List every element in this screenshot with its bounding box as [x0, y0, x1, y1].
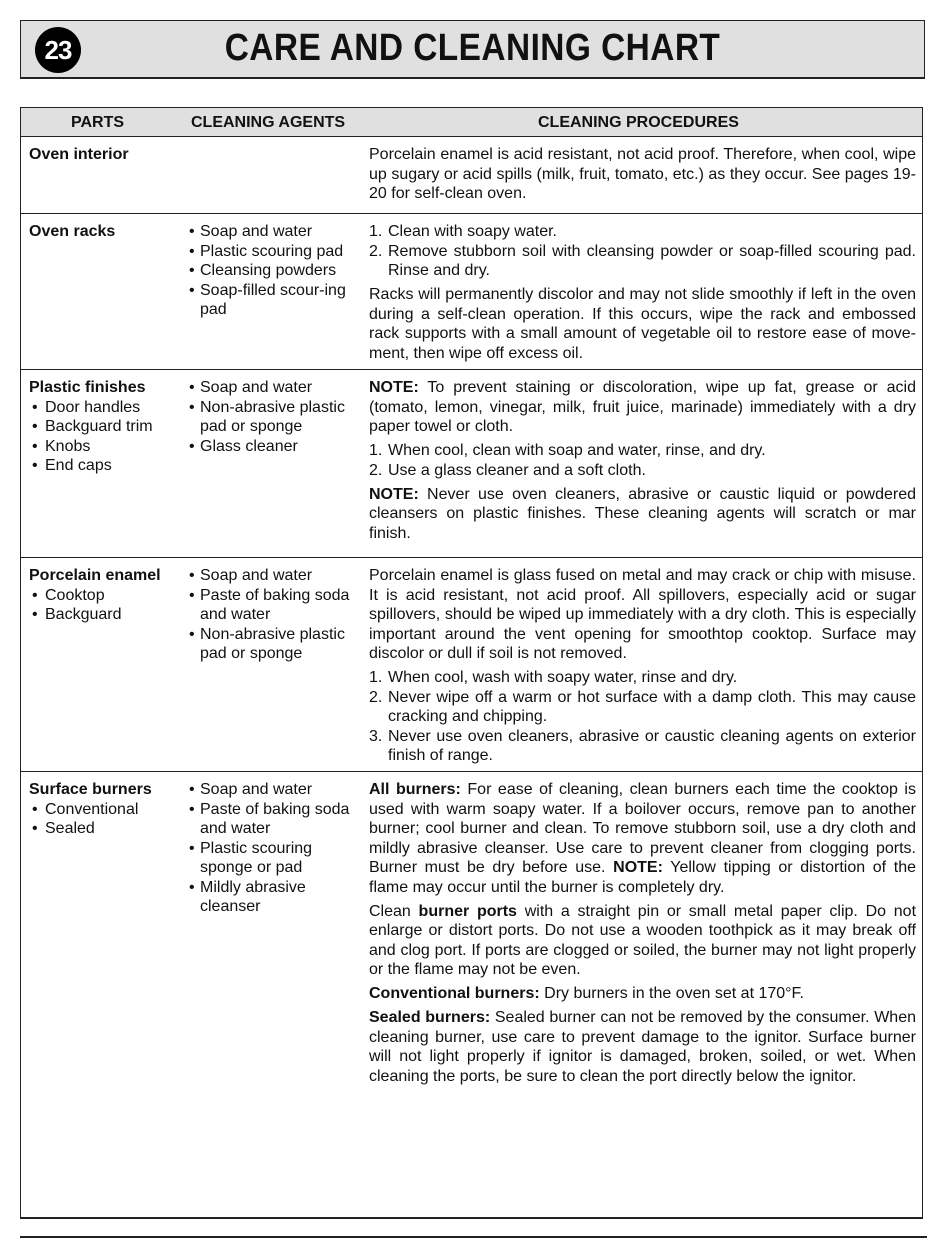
agent-item: • Plastic scouring sponge or pad [186, 839, 356, 878]
step-number: 1. [369, 223, 383, 240]
procedures-cell [369, 566, 916, 766]
agents-cell [186, 222, 356, 320]
part-name: Oven interior [29, 146, 129, 163]
procedure-text [388, 243, 916, 280]
procedures-cell [369, 780, 916, 1091]
text-segment: Porcelain enamel is acid resistant, not acid proof. Therefore, when cool, wipe up sugary or acid spills (milk, fruit, tomato, etc.) as they occur. See pages 19-20 for self-clean oven. [369, 146, 916, 202]
step-number: 2. [369, 242, 383, 260]
procedure-text [369, 985, 804, 1002]
procedure-step [369, 668, 916, 688]
part-name: Plastic finishes [29, 379, 146, 396]
procedure-text [369, 567, 916, 662]
text-segment: Clean with soapy water. [388, 223, 557, 240]
title-banner [20, 20, 925, 79]
agent-item: • Soap-filled scour-ing pad [186, 281, 356, 320]
procedures-cell [369, 378, 916, 548]
procedure-text [369, 379, 916, 435]
procedure-paragraph [369, 984, 916, 1004]
procedure-text [369, 146, 916, 202]
parts-cell [29, 780, 184, 839]
step-number: 2. [369, 461, 383, 479]
parts-cell [29, 145, 184, 165]
text-segment: Dry burners in the oven set at 170°F. [539, 985, 804, 1002]
text-segment: Remove stubborn soil with cleansing powder or soap-filled scouring pad. Rinse and dry. [388, 242, 916, 279]
procedure-step [369, 222, 916, 242]
procedure-text [388, 689, 916, 726]
parts-cell [29, 378, 184, 476]
agent-item: • Soap and water [186, 222, 356, 242]
subpart-item: • Conventional [29, 800, 184, 820]
bold-lead: burner ports [418, 902, 517, 920]
care-cleaning-table [20, 107, 923, 1219]
procedure-paragraph [369, 902, 916, 980]
agent-item: • Non-abrasive plastic pad or sponge [186, 625, 356, 664]
procedure-paragraph [369, 378, 916, 437]
procedure-step [369, 727, 916, 766]
procedure-step [369, 461, 916, 481]
table-header [21, 108, 922, 137]
procedures-cell [369, 222, 916, 368]
procedure-text [388, 442, 766, 459]
bold-lead: All burners: [369, 781, 461, 798]
procedure-step [369, 688, 916, 727]
agents-cell [186, 780, 356, 917]
header-agents: CLEANING AGENTS [191, 114, 346, 131]
procedure-paragraph [369, 285, 916, 363]
procedure-paragraph [369, 1008, 916, 1086]
parts-cell [29, 566, 184, 625]
text-segment: Racks will permanently discolor and may not slide smoothly if left in the oven during a self-clean operation. If this occurs, wipe the rack and embossed rack supports with a small amount of vegetable oil to restore ease of move-ment, then wipe off excess oil. [369, 286, 916, 362]
header-procedures: CLEANING PROCEDURES [538, 114, 739, 131]
subpart-item: • Sealed [29, 819, 184, 839]
part-name: Porcelain enamel [29, 567, 161, 584]
agent-item: • Plastic scouring pad [186, 242, 356, 262]
agents-cell [186, 566, 356, 664]
procedure-paragraph [369, 566, 916, 664]
table-row [21, 137, 922, 214]
agent-item: • Cleansing powders [186, 261, 356, 281]
part-name: Surface burners [29, 781, 152, 798]
subpart-item: • Backguard [29, 605, 184, 625]
agent-item: • Soap and water [186, 780, 356, 800]
text-segment: Clean [369, 902, 419, 920]
text-segment: Sealed burner can not be removed by the consumer. When cleaning burner, use care to prevent damage to the ignitor. Surface burner will not light properly if ignitor is damaged, broken, soiled, or wet. When cleaning the ports, be sure to clean the port directly below the ignitor. [369, 1009, 917, 1085]
bold-lead: Conventional burners: [369, 985, 540, 1002]
procedure-step [369, 242, 916, 281]
procedure-text [369, 781, 916, 896]
text-segment: Use a glass cleaner and a soft cloth. [388, 461, 646, 479]
procedure-text [369, 286, 916, 362]
table-row [21, 214, 922, 370]
table-row [21, 772, 922, 1221]
subpart-item: • Cooktop [29, 586, 184, 606]
text-segment: When cool, wash with soapy water, rinse and dry. [388, 669, 738, 686]
bold-lead: NOTE: [613, 859, 663, 876]
agent-item: • Paste of baking soda and water [186, 800, 356, 839]
step-number: 1. [369, 669, 383, 686]
subpart-item: • Backguard trim [29, 417, 184, 437]
procedure-text [388, 462, 646, 479]
text-segment: For ease of cleaning, clean burners each time the cooktop is used with warm soapy water. If a boilover occurs, remove pan to another burner; cool burner and clean. To remove stubborn soil, use a dry cloth and mildly abrasive cleanser. Use care to prevent cleaner from clogging ports. Burner must be dry before use. [369, 781, 916, 876]
agent-item: • Mildly abrasive cleanser [186, 878, 356, 917]
parts-cell [29, 222, 184, 242]
agent-item: • Non-abrasive plastic pad or sponge [186, 398, 356, 437]
agent-item: • Paste of baking soda and water [186, 586, 356, 625]
step-number: 3. [369, 727, 383, 745]
text-segment: Never use oven cleaners, abrasive or caustic liquid or powdered cleansers on plastic finishes. These cleaning agents will scratch or mar finish. [369, 485, 916, 542]
procedure-text [388, 223, 557, 240]
text-segment: with a straight pin or small metal paper clip. Do not enlarge or distort ports. Do not use a wooden toothpick as it may break off and clog port. If ports are clogged or soiled, the burner may not light properly or the flame may not be even. [369, 902, 917, 978]
procedure-text [369, 486, 916, 542]
procedure-paragraph [369, 145, 916, 204]
subpart-item: • Knobs [29, 437, 184, 457]
page-number-badge: 23 [35, 27, 81, 73]
subpart-item: • End caps [29, 456, 184, 476]
procedure-paragraph [369, 485, 916, 544]
page-title: CARE AND CLEANING CHART [224, 27, 721, 69]
table-row [21, 370, 922, 558]
procedure-step [369, 441, 916, 461]
procedure-text [369, 903, 916, 979]
header-parts: PARTS [71, 114, 125, 131]
text-segment: When cool, clean with soap and water, rinse, and dry. [388, 442, 766, 459]
agent-item: • Soap and water [186, 378, 356, 398]
step-number: 2. [369, 688, 383, 706]
part-name: Oven racks [29, 223, 116, 240]
procedure-text [388, 728, 916, 765]
bold-lead: Sealed burners: [369, 1009, 491, 1026]
agent-item: • Soap and water [186, 566, 356, 586]
procedures-cell [369, 145, 916, 208]
table-row [21, 558, 922, 772]
bold-lead: NOTE: [369, 379, 419, 396]
text-segment: Porcelain enamel is glass fused on metal and may crack or chip with misuse. It is acid resistant, not acid proof. All spillovers, especially acid or sugar spillovers, should be wiped up immediately with a dry cloth. This is especially important around the vent opening for smoothtop cooktop. Surface may discolor or dull if soil is not removed. [369, 567, 916, 662]
bold-lead: NOTE: [369, 485, 419, 503]
text-segment: To prevent staining or discoloration, wipe up fat, grease or acid (tomato, lemon, vinegar, milk, fruit juice, marinade) immediately with a dry paper towel or cloth. [369, 379, 916, 435]
procedure-paragraph [369, 780, 916, 897]
text-segment: Never wipe off a warm or hot surface with a damp cloth. This may cause cracking and chipping. [388, 688, 916, 725]
text-segment: Yellow tipping or distortion of the flame may occur until the burner is completely dry. [369, 859, 916, 896]
agent-item: • Glass cleaner [186, 437, 356, 457]
footer-rule [20, 1236, 927, 1238]
text-segment: Never use oven cleaners, abrasive or caustic cleaning agents on exterior finish of range. [388, 727, 916, 764]
step-number: 1. [369, 442, 383, 459]
agents-cell [186, 378, 356, 456]
procedure-text [388, 669, 737, 686]
subpart-item: • Door handles [29, 398, 184, 418]
procedure-text [369, 1009, 916, 1085]
